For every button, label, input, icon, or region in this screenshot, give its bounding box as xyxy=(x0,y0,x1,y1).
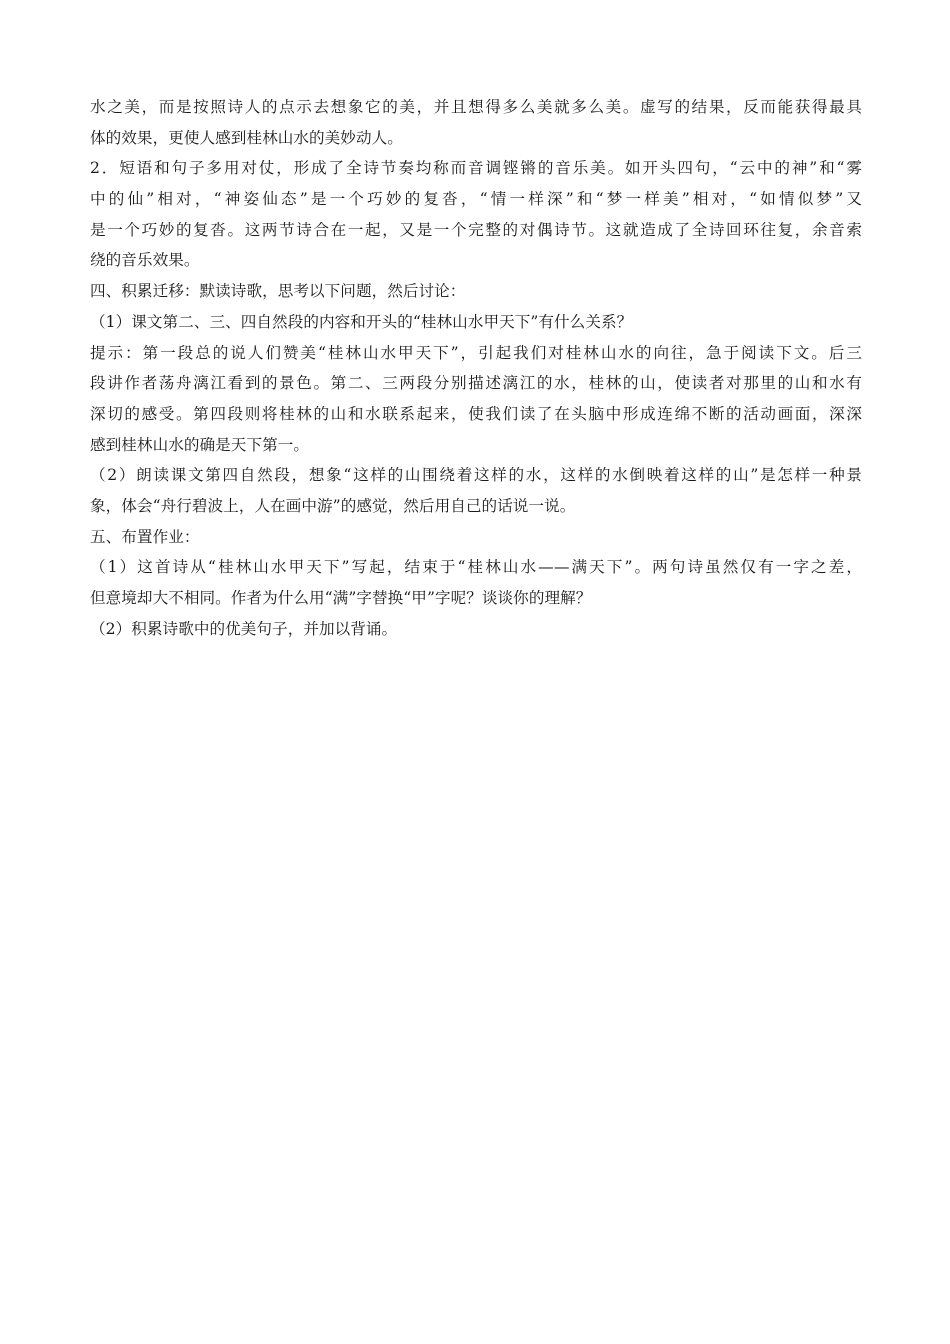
homework-item: （1）这首诗从“桂林山水甲天下”写起，结束于“桂林山水——满天下”。两句诗虽然仅有一字之差， xyxy=(90,558,862,577)
text-line: 象，体会“舟行碧波上，人在画中游”的感觉，然后用自己的话说一说。 xyxy=(90,496,576,515)
text-line: 2．短语和句子多用对仗，形成了全诗节奏均称而音调铿锵的音乐美。如开头四句，“云中的神”和“雾 xyxy=(90,159,862,178)
question-item: （1）课文第二、三、四自然段的内容和开头的“桂林山水甲天下”有什么关系？ xyxy=(90,312,633,331)
text-line: 水之美，而是按照诗人的点示去想象它的美，并且想得多么美就多么美。虚写的结果，反而能获得最具 xyxy=(90,98,862,116)
homework-item: （2）积累诗歌中的优美句子，并加以背诵。 xyxy=(90,619,398,638)
text-line: 段讲作者荡舟漓江看到的景色。第二、三两段分别描述漓江的水，桂林的山，使读者对那里的山和水有 xyxy=(90,374,862,393)
document-body xyxy=(90,92,862,644)
text-line: 绕的音乐效果。 xyxy=(90,251,200,270)
text-line: 提示：第一段总的说人们赞美“桂林山水甲天下”，引起我们对桂林山水的向往，急于阅读下文。后三 xyxy=(90,343,862,362)
section-heading: 四、积累迁移：默读诗歌，思考以下问题，然后讨论： xyxy=(90,282,466,301)
text-line: 深切的感受。第四段则将桂林的山和水联系起来，使我们读了在头脑中形成连绵不断的活动画面，深深 xyxy=(90,404,862,423)
text-line: 体的效果，更使人感到桂林山水的美妙动人。 xyxy=(90,128,403,147)
text-line: 是一个巧妙的复沓。这两节诗合在一起，又是一个完整的对偶诗节。这就造成了全诗回环往复，余音索 xyxy=(90,220,862,239)
question-item: （2）朗读课文第四自然段，想象“这样的山围绕着这样的水，这样的水倒映着这样的山”是怎样一种景 xyxy=(90,466,862,485)
text-line: 但意境却大不相同。作者为什么用“满”字替换“甲”字呢？谈谈你的理解？ xyxy=(90,589,592,607)
text-line: 中的仙”相对，“神姿仙态”是一个巧妙的复沓，“情一样深”和“梦一样美”相对，“如情似梦”又 xyxy=(90,190,862,209)
text-line: 感到桂林山水的确是天下第一。 xyxy=(90,435,310,454)
section-heading: 五、布置作业： xyxy=(90,527,200,546)
